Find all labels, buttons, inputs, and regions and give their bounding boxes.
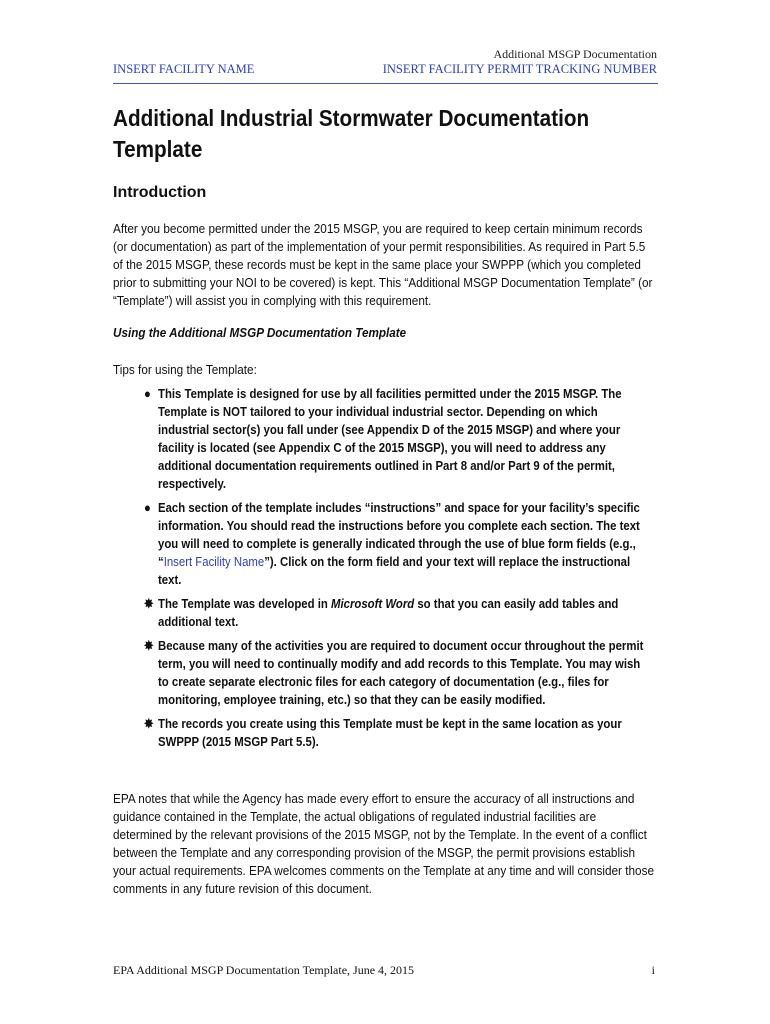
tip-text: The Template was developed in (158, 596, 331, 611)
tip-text: The records you create using this Template must be kept in the same location as your SWPPP (2015 MSGP Part 5.5). (158, 716, 622, 749)
using-template-heading: Using the Additional MSGP Documentation Template (113, 325, 407, 340)
disclaimer-paragraph: EPA notes that while the Agency has made every effort to ensure the accuracy of all instructions and guidance contained in the Template, the actual obligations of regulated industrial facilities are determined by the relevant provisions of the 2015 MSGP, not by the Template. In the event of a conflict between the Template and any corresponding provision of the MSGP, the permit provisions establish your actual requirements. EPA welcomes comments on the Template at any time and will consider those comments in any future revision of this document. (113, 791, 655, 896)
tip-text-cont: ”). Click on the form field and your text will replace the instructional text. (158, 554, 631, 587)
bullet-icon: ● (144, 500, 151, 515)
tip-text: This Template is designed for use by all facilities permitted under the 2015 MSGP. The Template is NOT tailored to your individual industrial sector. Depending on which industrial sector(s) you fall under (see Appendix D of the 2015 MSGP) and where your facility is located (see Appendix C of the 2015 MSGP), you will need to address any additional documentation requirements outlined in Part 8 and/or Part 9 of the permit, respectively. (158, 386, 622, 491)
header-divider (113, 83, 658, 84)
tip-text-cont: so that you can easily add tables and additional text. (158, 596, 619, 629)
insert-facility-name-field[interactable]: Insert Facility Name (163, 554, 265, 569)
tips-label: Tips for using the Template: (113, 362, 257, 377)
introduction-paragraph: After you become permitted under the 2015 MSGP, you are required to keep certain minimum records (or documentation) as part of the implementation of your permit responsibilities. As required in Part 5.5 of the 2015 MSGP, these records must be kept in the same place your SWPPP (which you completed prior to submitting your NOI to be covered) is kept. This “Additional MSGP Documentation Template” (or “Template”) will assist you in complying with this requirement. (113, 221, 653, 308)
permit-tracking-field[interactable]: INSERT FACILITY PERMIT TRACKING NUMBER (382, 62, 657, 76)
introduction-heading: Introduction (113, 184, 207, 201)
list-item (144, 595, 652, 631)
bullet-icon: ✸ (144, 596, 154, 611)
bullet-icon: ✸ (144, 638, 154, 653)
tips-list (144, 385, 652, 757)
list-item (144, 715, 652, 751)
list-item (144, 499, 652, 589)
list-item (144, 385, 652, 493)
page-title: Additional Industrial Stormwater Documentation Template (113, 105, 590, 162)
footer-text: EPA Additional MSGP Documentation Template, June 4, 2015 (113, 963, 415, 977)
facility-name-field[interactable]: INSERT FACILITY NAME (113, 62, 255, 76)
bullet-icon: ● (144, 386, 151, 401)
microsoft-word-text: Microsoft Word (330, 596, 415, 611)
list-item (144, 637, 652, 709)
page-number: i (651, 963, 655, 977)
bullet-icon: ✸ (144, 716, 154, 731)
tip-text: Each section of the template includes “instructions” and space for your facility’s specific information. You should read the instructions before you complete each section. The text you will need to complete is generally indicated through the use of blue form fields (e.g., “ (158, 500, 640, 569)
header-doc-label: Additional MSGP Documentation (493, 47, 657, 61)
tip-text: Because many of the activities you are required to document occur throughout the permit term, you will need to continually modify and add records to this Template. You may wish to create separate electronic files for each category of documentation (e.g., files for monitoring, employee training, etc.) so that they can be easily modified. (158, 638, 644, 707)
